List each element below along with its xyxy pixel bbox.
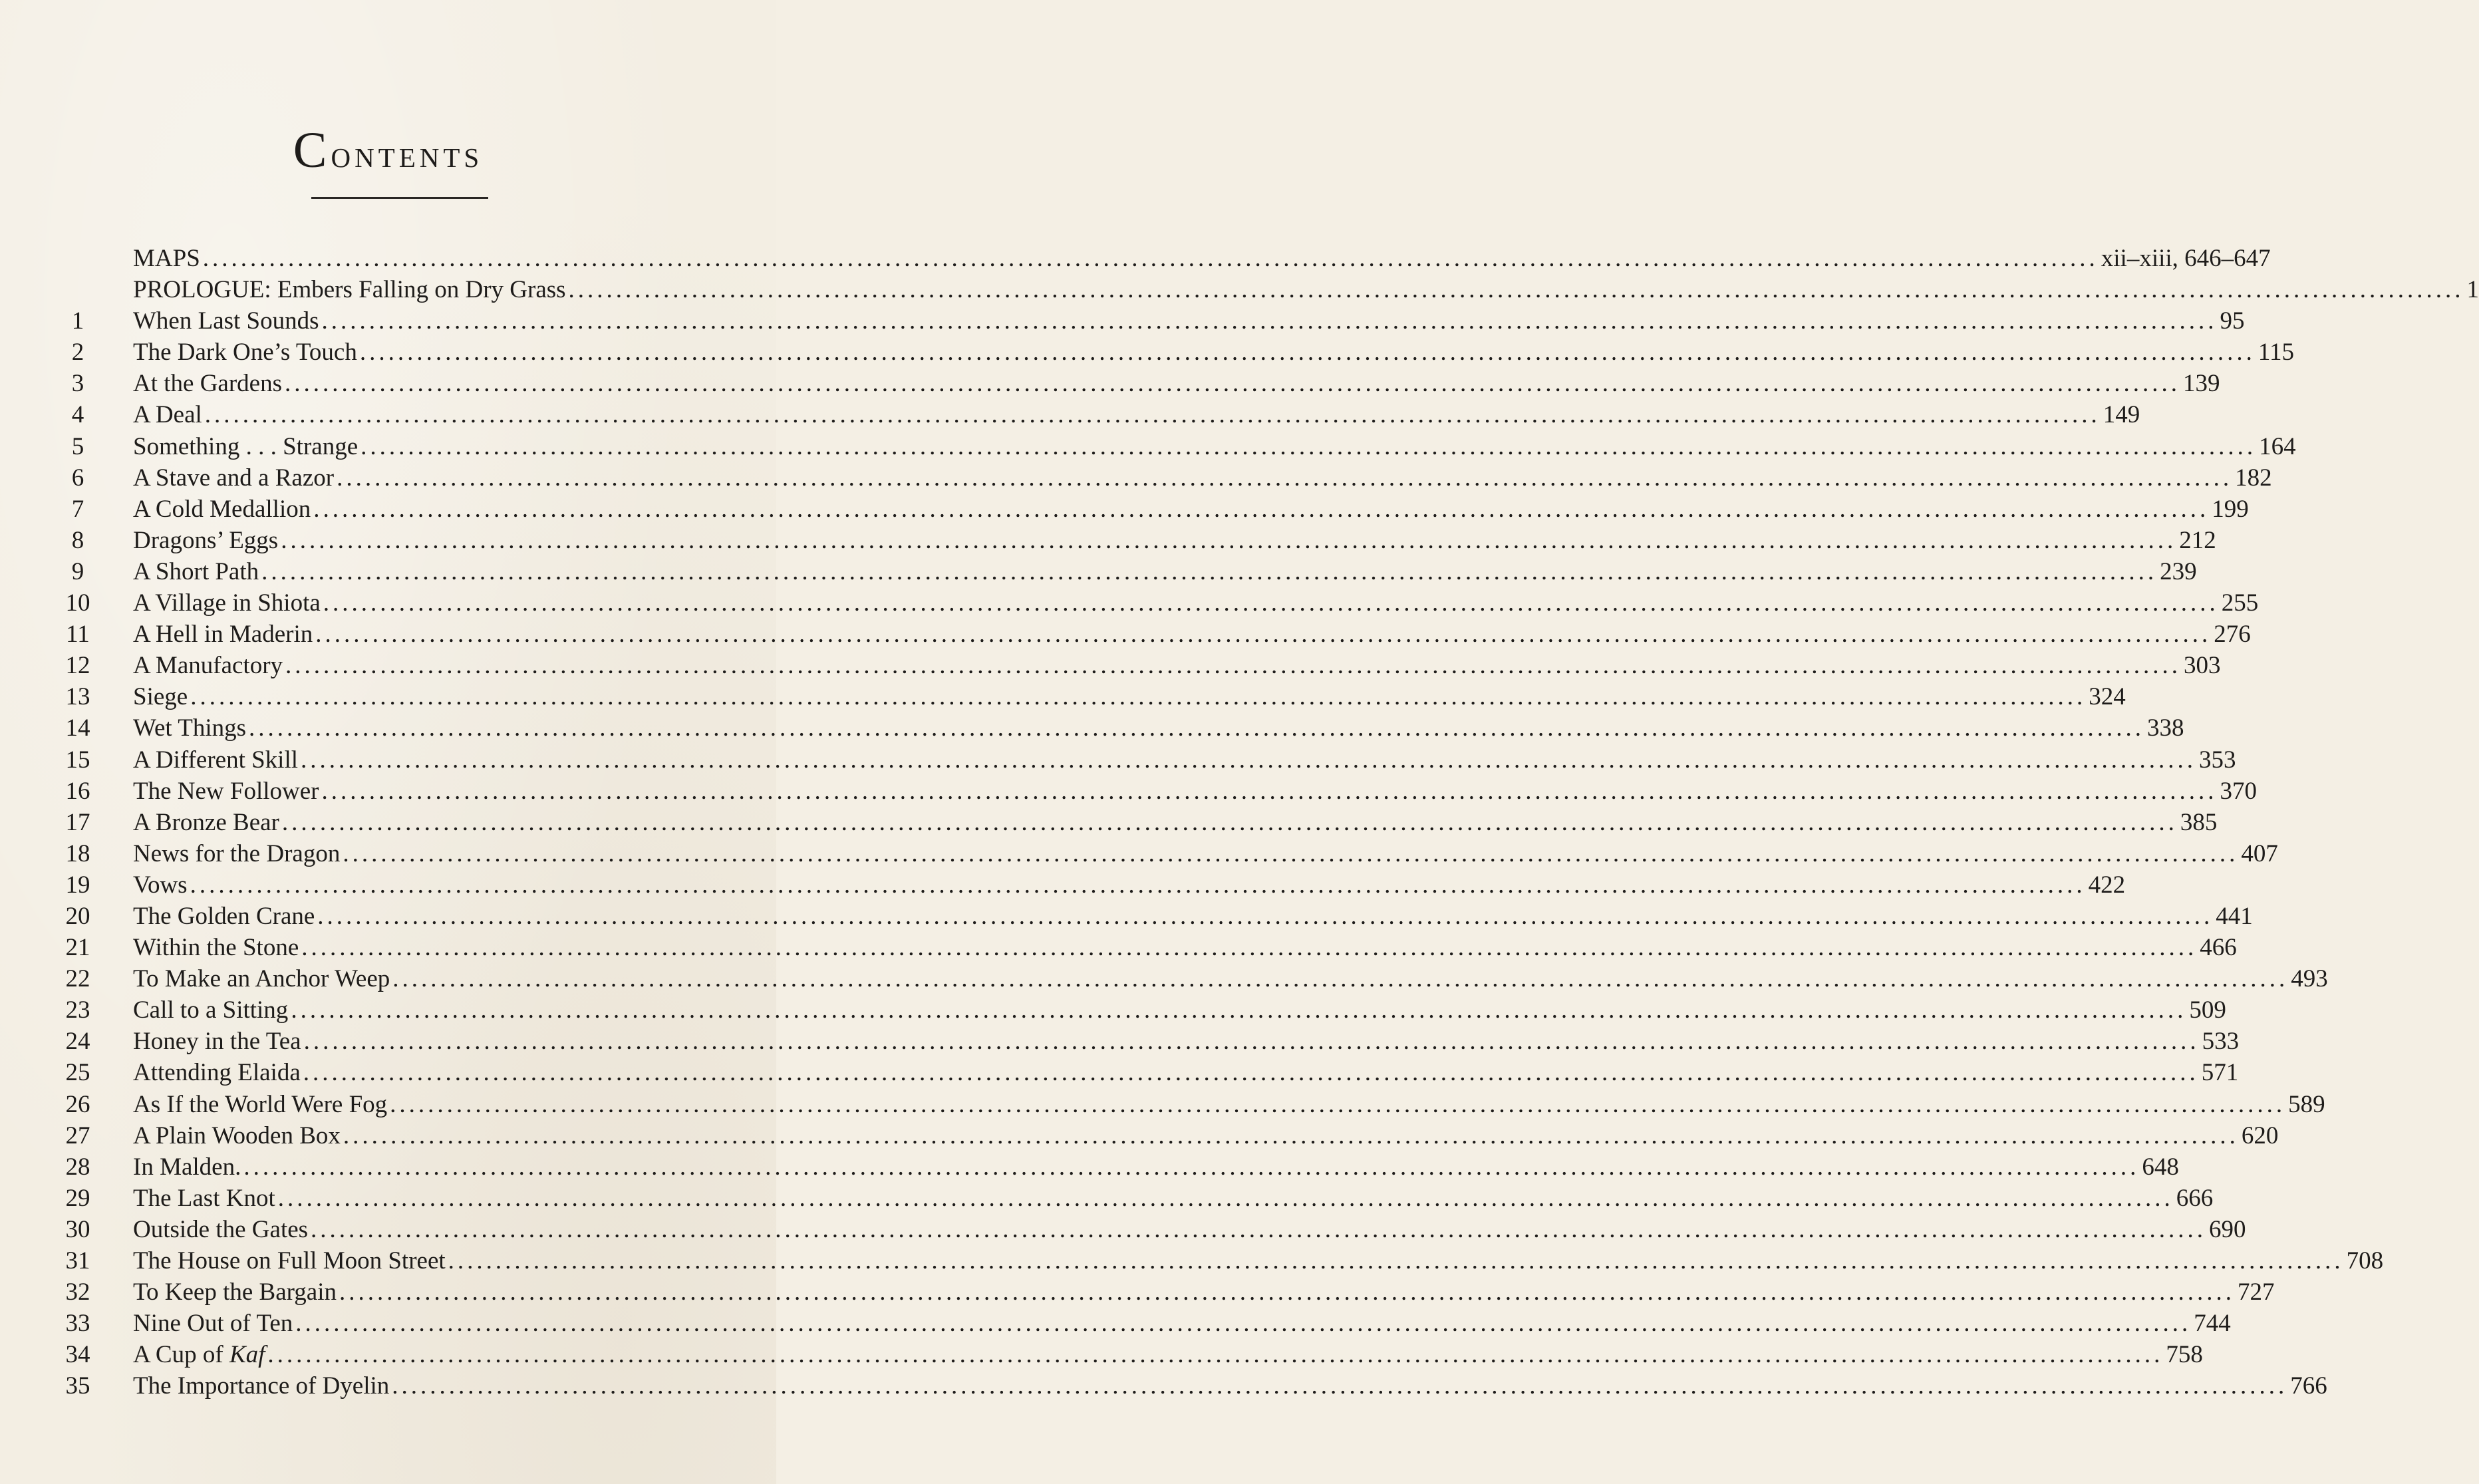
chapter-number: 11: [66, 621, 90, 649]
chapter-number: 1: [71, 307, 84, 335]
dot-leader: ........................................................................................................................................................................................................: [291, 996, 2187, 1024]
dot-leader: ........................................................................................................................................................................................................: [190, 871, 2086, 899]
entry-line: [133, 431, 2296, 462]
entry-line: [133, 994, 2226, 1026]
toc-entry-chapter: [0, 431, 2296, 462]
title-rest: ontents: [331, 132, 484, 176]
chapter-title: News for the Dragon: [133, 839, 341, 867]
chapter-number: 10: [65, 589, 90, 617]
chapter-page: 422: [2088, 871, 2126, 899]
chapter-page: 139: [2183, 370, 2220, 398]
entry-line: [133, 399, 2140, 430]
chapter-number: 4: [71, 401, 84, 429]
chapter-page: 303: [2184, 652, 2221, 680]
toc-entry-chapter: [0, 556, 2197, 587]
toc-entry-chapter: [0, 744, 2236, 776]
chapter-number: 6: [71, 464, 84, 492]
dot-leader: ........................................................................................................................................................................................................: [313, 495, 2210, 523]
toc-entry-chapter: [0, 963, 2328, 994]
toc-entry-chapter: [0, 462, 2272, 494]
chapter-title: To Make an Anchor Weep: [133, 965, 390, 993]
chapter-number: 14: [65, 714, 90, 742]
table-of-contents: [0, 243, 2479, 1402]
chapter-page: 727: [2238, 1278, 2275, 1306]
chapter-title: Nine Out of Ten: [133, 1310, 293, 1338]
chapter-number: 7: [71, 495, 84, 523]
chapter-title: The New Follower: [133, 777, 319, 805]
chapter-number: 21: [65, 934, 90, 962]
entry-line: [133, 1308, 2231, 1339]
chapter-page: 164: [2259, 432, 2296, 460]
chapter-page: 466: [2200, 934, 2237, 962]
dot-leader: ........................................................................................................................................................................................................: [281, 526, 2177, 554]
chapter-page: 744: [2194, 1310, 2231, 1338]
chapter-title: The Importance of Dyelin: [133, 1372, 390, 1400]
dot-leader: ........................................................................................................................................................................................................: [448, 1247, 2344, 1274]
chapter-number: 8: [71, 526, 84, 554]
toc-entry-chapter: [0, 1339, 2203, 1370]
chapter-number: 19: [65, 871, 90, 899]
dot-leader: ........................................................................................................................................................................................................: [392, 1372, 2288, 1400]
toc-entry-chapter: [0, 1026, 2240, 1057]
chapter-number: 3: [71, 370, 84, 398]
dot-leader: ........................................................................................................................................................................................................: [285, 370, 2180, 398]
chapter-title: As If the World Were Fog: [133, 1090, 388, 1118]
entry-line: [133, 1339, 2203, 1370]
chapter-title: Siege: [133, 683, 188, 711]
dot-leader: ........................................................................................................................................................................................................: [359, 339, 2256, 367]
chapter-number: 22: [65, 965, 90, 993]
title-initial: C: [293, 122, 331, 178]
chapter-page: 690: [2209, 1215, 2246, 1243]
chapter-page: 708: [2346, 1247, 2384, 1274]
chapter-title: In Malden.: [133, 1153, 241, 1181]
chapter-page: 353: [2199, 746, 2236, 774]
dot-leader: ........................................................................................................................................................................................................: [285, 652, 2182, 680]
chapter-title: To Keep the Bargain: [133, 1278, 337, 1306]
toc-entry-chapter: [0, 1214, 2246, 1245]
chapter-page: 324: [2089, 683, 2126, 711]
toc-entry-chapter: [0, 1120, 2279, 1151]
chapter-number: 30: [65, 1215, 90, 1243]
dot-leader: ........................................................................................................................................................................................................: [321, 777, 2218, 805]
chapter-title: A Plain Wooden Box: [133, 1121, 341, 1149]
chapter-title: A Manufactory: [133, 652, 283, 680]
chapter-number: 25: [65, 1059, 90, 1087]
chapter-number: 32: [65, 1278, 90, 1306]
toc-entry-chapter: [0, 494, 2249, 525]
dot-leader: ........................................................................................................................................................................................................: [249, 714, 2145, 742]
chapter-number: 12: [65, 652, 90, 680]
chapter-title: The Dark One’s Touch: [133, 339, 357, 367]
dot-leader: ........................................................................................................................................................................................................: [361, 432, 2257, 460]
dot-leader: ........................................................................................................................................................................................................: [190, 683, 2087, 711]
toc-entry-chapter: [0, 776, 2257, 807]
chapter-title: The Golden Crane: [133, 902, 315, 930]
chapter-number: 31: [65, 1247, 90, 1274]
toc-entry-chapter: [0, 1276, 2275, 1308]
chapter-title: Outside the Gates: [133, 1215, 309, 1243]
dot-leader: ........................................................................................................................................................................................................: [390, 1090, 2286, 1118]
toc-entry-chapter: [0, 1370, 2327, 1402]
entry-page: xii–xiii, 646–647: [2101, 245, 2271, 272]
dot-leader: ........................................................................................................................................................................................................: [392, 965, 2289, 993]
dot-leader: ........................................................................................................................................................................................................: [339, 1278, 2235, 1306]
entry-line: [133, 838, 2278, 869]
chapter-title: Wet Things: [133, 714, 247, 742]
chapter-number: 20: [65, 902, 90, 930]
chapter-page: 571: [2201, 1059, 2239, 1087]
entry-line: [133, 1370, 2327, 1402]
toc-entry-chapter: [0, 368, 2220, 399]
toc-entry-chapter: [0, 525, 2216, 556]
chapter-title: A Deal: [133, 401, 202, 429]
entry-line: [133, 368, 2220, 399]
dot-leader: ........................................................................................................................................................................................................: [295, 1310, 2192, 1338]
toc-entry-chapter: [0, 994, 2226, 1026]
chapter-number: 35: [65, 1372, 90, 1400]
chapter-page: 620: [2241, 1121, 2279, 1149]
dot-leader: ........................................................................................................................................................................................................: [277, 1184, 2174, 1212]
entry-line: [133, 337, 2294, 368]
dot-leader: ........................................................................................................................................................................................................: [301, 746, 2197, 774]
chapter-page: 589: [2288, 1090, 2325, 1118]
chapter-title: Vows: [133, 871, 188, 899]
toc-entry-chapter: [0, 619, 2251, 650]
dot-leader: ........................................................................................................................................................................................................: [202, 245, 2099, 272]
chapter-page: 385: [2180, 808, 2218, 836]
chapter-page: 115: [2258, 339, 2294, 367]
toc-entry-chapter: [0, 1183, 2214, 1214]
entry-line: [133, 1151, 2179, 1183]
toc-entry-chapter: [0, 1308, 2231, 1339]
entry-line: [133, 305, 2245, 337]
chapter-number: 2: [71, 339, 84, 367]
chapter-number: 34: [65, 1341, 90, 1369]
chapter-title: The House on Full Moon Street: [133, 1247, 446, 1274]
chapter-number: 23: [65, 996, 90, 1024]
entry-line: [133, 525, 2216, 556]
dot-leader: ........................................................................................................................................................................................................: [243, 1153, 2140, 1181]
toc-entry-chapter: [0, 1245, 2384, 1276]
dot-leader: ........................................................................................................................................................................................................: [321, 307, 2218, 335]
entry-line: [133, 869, 2126, 901]
chapter-number: 17: [65, 808, 90, 836]
entry-line: [133, 932, 2237, 963]
chapter-title: Attending Elaida: [133, 1059, 301, 1087]
chapter-page: 212: [2179, 526, 2216, 554]
chapter-page: 648: [2142, 1153, 2179, 1181]
entry-line: [133, 1026, 2240, 1057]
dot-leader: ........................................................................................................................................................................................................: [337, 464, 2233, 492]
chapter-page: 276: [2214, 621, 2251, 649]
chapter-number: 5: [71, 432, 84, 460]
entry-line: [133, 1183, 2214, 1214]
chapter-number: 26: [65, 1090, 90, 1118]
toc-entry-chapter: [0, 587, 2259, 619]
chapter-title: A Different Skill: [133, 746, 299, 774]
chapter-title: A Village in Shiota: [133, 589, 321, 617]
dot-leader: ........................................................................................................................................................................................................: [317, 902, 2214, 930]
entry-line: [133, 587, 2259, 619]
entry-title: PROLOGUE: Embers Falling on Dry Grass: [133, 276, 566, 304]
chapter-title: A Bronze Bear: [133, 808, 279, 836]
toc-entry-chapter: [0, 305, 2245, 337]
chapter-title: When Last Sounds: [133, 307, 319, 335]
dot-leader: ........................................................................................................................................................................................................: [568, 276, 2464, 304]
entry-line: [133, 494, 2249, 525]
chapter-number: 15: [65, 746, 90, 774]
chapter-number: 16: [65, 777, 90, 805]
chapter-number: 13: [65, 683, 90, 711]
dot-leader: ........................................................................................................................................................................................................: [204, 401, 2101, 429]
chapter-title: Something . . . Strange: [133, 432, 359, 460]
chapter-page: 533: [2202, 1028, 2240, 1056]
toc-entry-chapter: [0, 681, 2126, 712]
chapter-page: 370: [2220, 777, 2257, 805]
dot-leader: ........................................................................................................................................................................................................: [261, 557, 2158, 585]
chapter-page: 255: [2221, 589, 2259, 617]
entry-line: [133, 274, 2479, 305]
chapter-title-italic: Kaf: [229, 1341, 265, 1369]
entry-line: [133, 807, 2218, 838]
chapter-page: 766: [2290, 1372, 2327, 1400]
chapter-page: 182: [2235, 464, 2272, 492]
dot-leader: ........................................................................................................................................................................................................: [281, 808, 2178, 836]
chapter-page: 758: [2166, 1341, 2203, 1369]
page-title: [0, 122, 776, 178]
chapter-page: 149: [2103, 401, 2140, 429]
toc-entry-chapter: [0, 712, 2184, 744]
entry-title: MAPS: [133, 245, 200, 272]
toc-entry-chapter: [0, 901, 2253, 932]
entry-line: [133, 1214, 2246, 1245]
entry-line: [133, 1089, 2325, 1120]
chapter-page: 407: [2241, 839, 2278, 867]
toc-entry-chapter: [0, 1057, 2239, 1088]
chapter-page: 338: [2147, 714, 2184, 742]
chapter-page: 95: [2220, 307, 2245, 335]
entry-line: [133, 744, 2236, 776]
chapter-page: 509: [2189, 996, 2226, 1024]
chapter-title: The Last Knot: [133, 1184, 275, 1212]
toc-entry-chapter: [0, 869, 2126, 901]
chapter-number: 29: [65, 1184, 90, 1212]
chapter-title: A Hell in Maderin: [133, 621, 313, 649]
chapter-page: 199: [2212, 495, 2249, 523]
chapter-number: 27: [65, 1121, 90, 1149]
chapter-title: Dragons’ Eggs: [133, 526, 279, 554]
dot-leader: ........................................................................................................................................................................................................: [301, 934, 2198, 962]
chapter-title: A Cold Medallion: [133, 495, 311, 523]
entry-line: [133, 901, 2253, 932]
chapter-title: At the Gardens: [133, 370, 282, 398]
toc-entry-chapter: [0, 838, 2278, 869]
entry-line: [133, 650, 2221, 681]
entry-line: [133, 619, 2251, 650]
chapter-title: A Stave and a Razor: [133, 464, 335, 492]
toc-entry-chapter: [0, 807, 2218, 838]
entry-line: [133, 776, 2257, 807]
dot-leader: ........................................................................................................................................................................................................: [315, 621, 2212, 649]
toc-entry-chapter: [0, 650, 2221, 681]
chapter-title: Call to a Sitting: [133, 996, 289, 1024]
chapter-page: 441: [2216, 902, 2253, 930]
title-underline: [311, 197, 488, 199]
entry-line: [133, 681, 2126, 712]
toc-entry-prologue: [0, 274, 2479, 305]
entry-line: [133, 963, 2328, 994]
dot-leader: ........................................................................................................................................................................................................: [303, 1028, 2200, 1056]
chapter-page: 666: [2176, 1184, 2214, 1212]
toc-entry-chapter: [0, 337, 2294, 368]
entry-line: [133, 556, 2197, 587]
entry-line: [133, 1276, 2275, 1308]
dot-leader: ........................................................................................................................................................................................................: [343, 839, 2239, 867]
chapter-title: Within the Stone: [133, 934, 299, 962]
dot-leader: ........................................................................................................................................................................................................: [303, 1059, 2199, 1087]
entry-line: [133, 243, 2271, 274]
toc-entry-maps: [0, 243, 2271, 274]
chapter-page: 239: [2160, 557, 2197, 585]
chapter-number: 9: [71, 557, 84, 585]
dot-leader: ........................................................................................................................................................................................................: [311, 1215, 2207, 1243]
toc-entry-chapter: [0, 1151, 2179, 1183]
toc-entry-chapter: [0, 932, 2237, 963]
entry-line: [133, 1120, 2279, 1151]
entry-line: [133, 462, 2272, 494]
chapter-title: Honey in the Tea: [133, 1028, 301, 1056]
entry-line: [133, 712, 2184, 744]
dot-leader: ........................................................................................................................................................................................................: [343, 1121, 2239, 1149]
chapter-title: A Short Path: [133, 557, 259, 585]
chapter-number: 28: [65, 1153, 90, 1181]
chapter-number: 18: [65, 839, 90, 867]
chapter-number: 33: [65, 1310, 90, 1338]
chapter-page: 493: [2291, 965, 2328, 993]
toc-entry-chapter: [0, 1089, 2325, 1120]
entry-line: [133, 1245, 2384, 1276]
toc-entry-chapter: [0, 399, 2140, 430]
chapter-title-text: A Cup of: [133, 1341, 229, 1369]
dot-leader: ........................................................................................................................................................................................................: [267, 1341, 2164, 1369]
chapter-title: [133, 1339, 265, 1370]
entry-line: [133, 1057, 2239, 1088]
entry-page: 1: [2466, 276, 2479, 304]
chapter-number: 24: [65, 1028, 90, 1056]
dot-leader: ........................................................................................................................................................................................................: [323, 589, 2219, 617]
